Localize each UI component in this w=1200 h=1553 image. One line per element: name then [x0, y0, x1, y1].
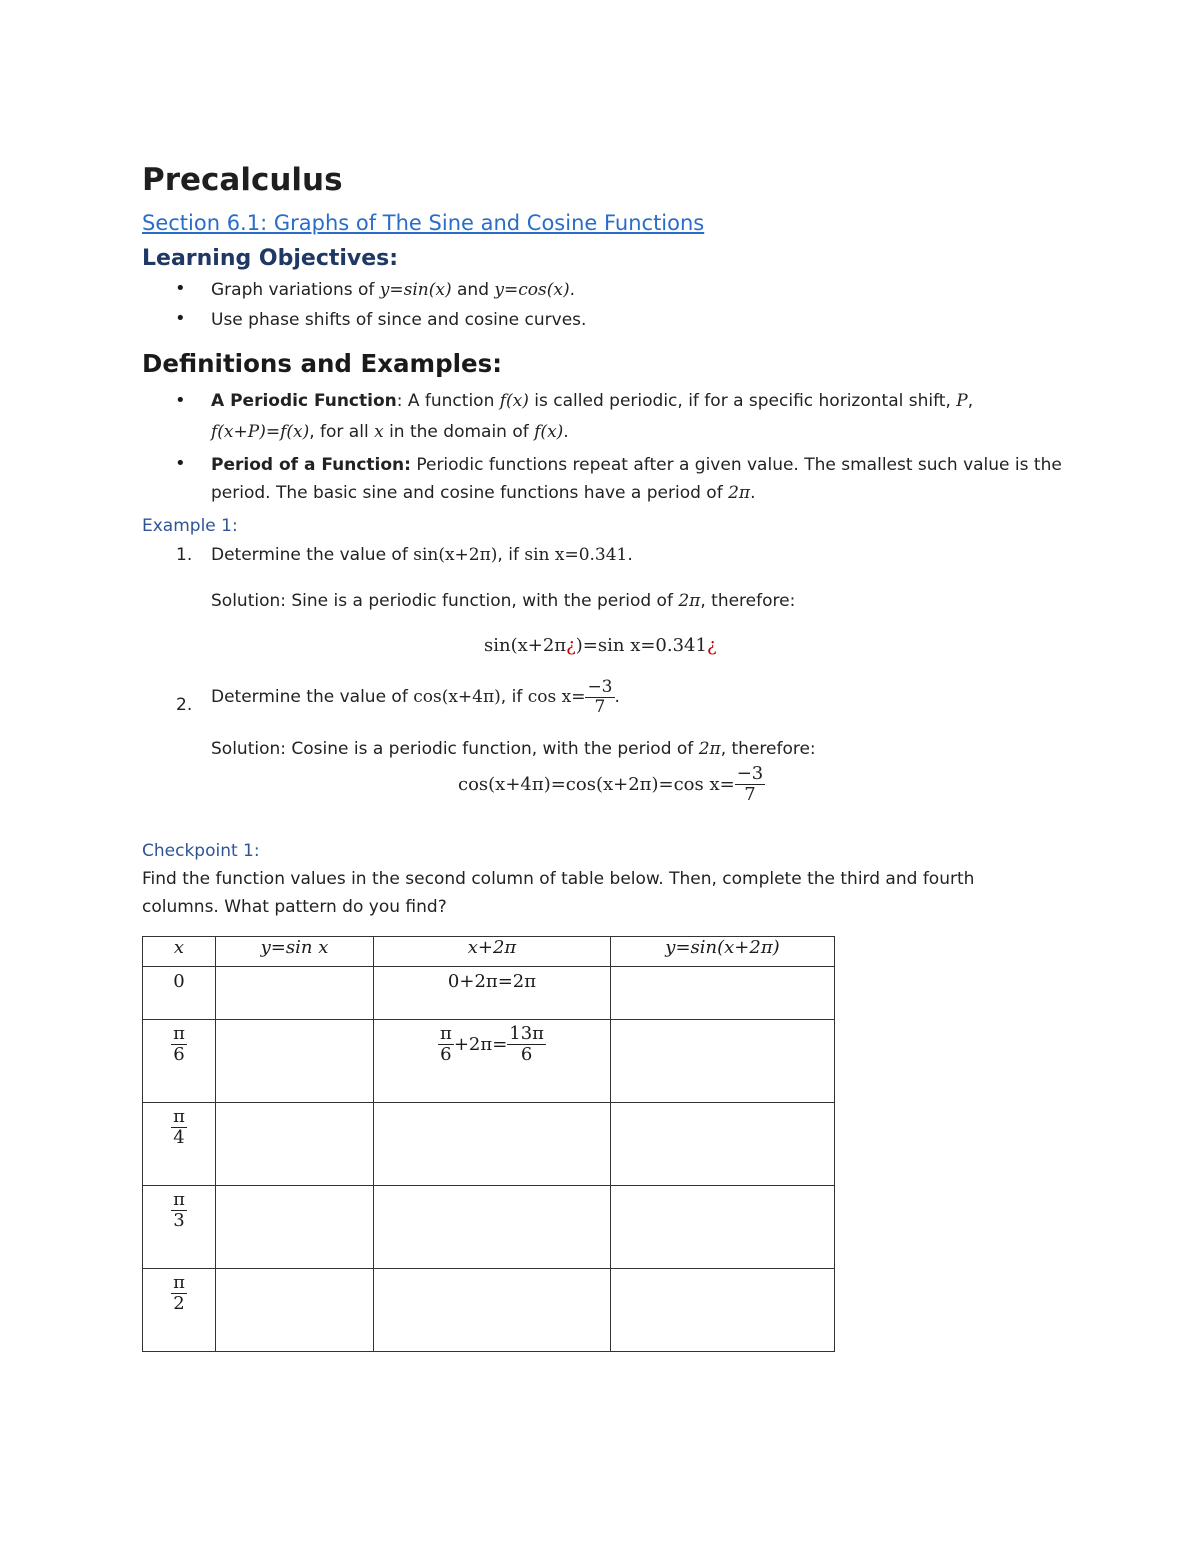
fraction-numerator: π [439, 1023, 452, 1044]
checkpoint-instruction-line-2: columns. What pattern do you find? [142, 897, 447, 917]
table-cell-answer[interactable] [611, 1103, 835, 1186]
math-expression: 2π [728, 483, 751, 503]
definition-text: period. The basic sine and cosine functions have a period of [211, 483, 729, 503]
solution-2-equation [458, 764, 765, 805]
table-cell-x [143, 1103, 216, 1186]
fraction-numerator: 13π [509, 1023, 545, 1044]
list-number: 2. [176, 695, 193, 715]
table-header-cell: y=sin x [216, 937, 374, 967]
objective-text: . [569, 280, 575, 300]
fraction-numerator: π [173, 1272, 185, 1293]
table-cell-answer[interactable] [216, 1186, 374, 1269]
solution-text: , therefore: [720, 739, 816, 759]
table-cell-answer[interactable] [216, 1103, 374, 1186]
table-cell-answer[interactable] [611, 1269, 835, 1352]
math-expression: 0+2π=2π [447, 971, 537, 992]
question-text: , if [500, 687, 528, 708]
definition-text: : A function [396, 391, 500, 411]
solution-2 [211, 739, 816, 759]
fraction-numerator: π [173, 1106, 185, 1127]
bullet-icon: • [175, 390, 186, 411]
bullet-icon: • [175, 278, 186, 299]
bullet-icon: • [175, 453, 186, 474]
objective-text: Graph variations of [211, 280, 380, 300]
fraction-denominator: 6 [173, 1043, 185, 1065]
example-question-1 [211, 545, 633, 565]
table-cell-shift [374, 967, 611, 1020]
table-row [143, 1103, 835, 1186]
math-expression: y=sin(x) [379, 280, 452, 300]
definition-text: . [563, 422, 569, 442]
table-cell-answer[interactable] [216, 1020, 374, 1103]
fraction [171, 1273, 187, 1314]
table-cell-answer[interactable] [611, 967, 835, 1020]
math-expression: sin(x+2π [484, 635, 567, 656]
math-expression: f(x+P)=f(x) [211, 422, 310, 442]
question-text: , if [497, 545, 525, 565]
fraction-numerator: π [173, 1189, 185, 1210]
fraction-numerator: π [173, 1023, 185, 1044]
learning-objectives-heading: Learning Objectives: [142, 246, 399, 271]
math-expression: x [374, 422, 384, 442]
objective-text: and [451, 280, 495, 300]
period-definition-line-1 [211, 455, 1062, 475]
math-expression: f(x) [499, 391, 529, 411]
table-cell-answer[interactable] [611, 1186, 835, 1269]
definition-term: A Periodic Function [211, 391, 397, 411]
math-expression: )=sin x=0.341 [575, 635, 707, 656]
fraction [438, 1024, 454, 1065]
periodic-definition-line-2 [211, 422, 569, 442]
fraction [507, 1024, 546, 1065]
math-expression: 2π [678, 591, 701, 611]
x-value: 0 [173, 971, 185, 992]
definition-term: Period of a Function: [211, 455, 411, 475]
table-cell-shift [374, 1020, 611, 1103]
section-link[interactable]: Section 6.1: Graphs of The Sine and Cosine Functions [142, 211, 705, 235]
table-cell-answer[interactable] [374, 1269, 611, 1352]
checkpoint-instruction-line-1: Find the function values in the second column of table below. Then, complete the third and fourth [142, 869, 975, 889]
solution-1-equation [484, 635, 717, 656]
table-cell-x [143, 1020, 216, 1103]
solution-1 [211, 591, 795, 611]
checkpoint-1-label: Checkpoint 1: [142, 841, 260, 861]
definition-text: in the domain of [383, 422, 535, 442]
question-text: . [614, 687, 620, 708]
table-cell-x [143, 1269, 216, 1352]
question-text: . [627, 545, 633, 565]
fraction-numerator: −3 [736, 763, 764, 784]
table-row [143, 1269, 835, 1352]
fraction-denominator: 2 [173, 1292, 185, 1314]
table-row [143, 967, 835, 1020]
solution-text: , therefore: [700, 591, 796, 611]
objective-item-1 [211, 280, 575, 300]
table-row [143, 1020, 835, 1103]
solution-text: Solution: Cosine is a periodic function, with the period of [211, 739, 699, 759]
example-1-label: Example 1: [142, 516, 238, 536]
math-expression: cos(x+4π) [413, 687, 501, 708]
table-cell-answer[interactable] [374, 1186, 611, 1269]
render-error-glyph: ¿ [706, 635, 717, 656]
fraction [171, 1107, 187, 1148]
definition-text: . [750, 483, 756, 503]
objective-item-2: Use phase shifts of since and cosine curves. [211, 310, 587, 330]
math-expression: sin(x+2π) [413, 545, 498, 565]
periodic-definition-line-1 [211, 391, 973, 411]
table-cell-answer[interactable] [216, 967, 374, 1020]
definitions-heading: Definitions and Examples: [142, 349, 503, 378]
fraction-denominator: 7 [594, 696, 606, 717]
list-number: 1. [176, 545, 193, 565]
table-header-cell: x+2π [374, 937, 611, 967]
fraction-denominator: 4 [173, 1126, 185, 1148]
math-expression: cos(x+4π)=cos(x+2π)=cos x= [458, 773, 735, 795]
example-question-2 [211, 678, 620, 716]
fraction [735, 764, 766, 805]
definition-text: , [967, 391, 974, 411]
fraction-denominator: 7 [744, 783, 756, 805]
fraction-numerator: −3 [587, 677, 613, 697]
period-definition-line-2 [211, 483, 756, 503]
math-expression: y=cos(x) [494, 280, 570, 300]
math-expression: sin x=0.341 [524, 545, 628, 565]
page-title: Precalculus [142, 162, 343, 198]
table-header-cell: x [143, 937, 216, 967]
math-expression: f(x) [534, 422, 564, 442]
table-cell-answer[interactable] [374, 1103, 611, 1186]
fraction-denominator: 6 [440, 1043, 452, 1065]
table-header-row [143, 937, 835, 967]
math-expression: cos x= [527, 687, 586, 708]
definition-text: , for all [309, 422, 375, 442]
table-row [143, 1186, 835, 1269]
table-cell-x [143, 967, 216, 1020]
table-header-cell: y=sin(x+2π) [611, 937, 835, 967]
solution-text: Solution: Sine is a periodic function, with the period of [211, 591, 679, 611]
fraction [171, 1024, 187, 1065]
fraction-denominator: 6 [520, 1043, 533, 1065]
fraction [585, 678, 614, 716]
definition-text: Periodic functions repeat after a given value. The smallest such value is the [410, 455, 1062, 475]
table-cell-answer[interactable] [216, 1269, 374, 1352]
math-expression: +2π= [453, 1033, 508, 1055]
definition-text: is called periodic, if for a specific horizontal shift, [528, 391, 957, 411]
fraction [171, 1190, 187, 1231]
render-error-glyph: ¿ [566, 635, 576, 656]
math-expression: P [956, 391, 968, 411]
checkpoint-table [142, 936, 835, 1352]
table-cell-answer[interactable] [611, 1020, 835, 1103]
fraction-denominator: 3 [173, 1209, 185, 1231]
question-text: Determine the value of [211, 545, 414, 565]
bullet-icon: • [175, 308, 186, 329]
table-cell-x [143, 1186, 216, 1269]
question-text: Determine the value of [211, 687, 414, 708]
math-expression: 2π [698, 739, 721, 759]
